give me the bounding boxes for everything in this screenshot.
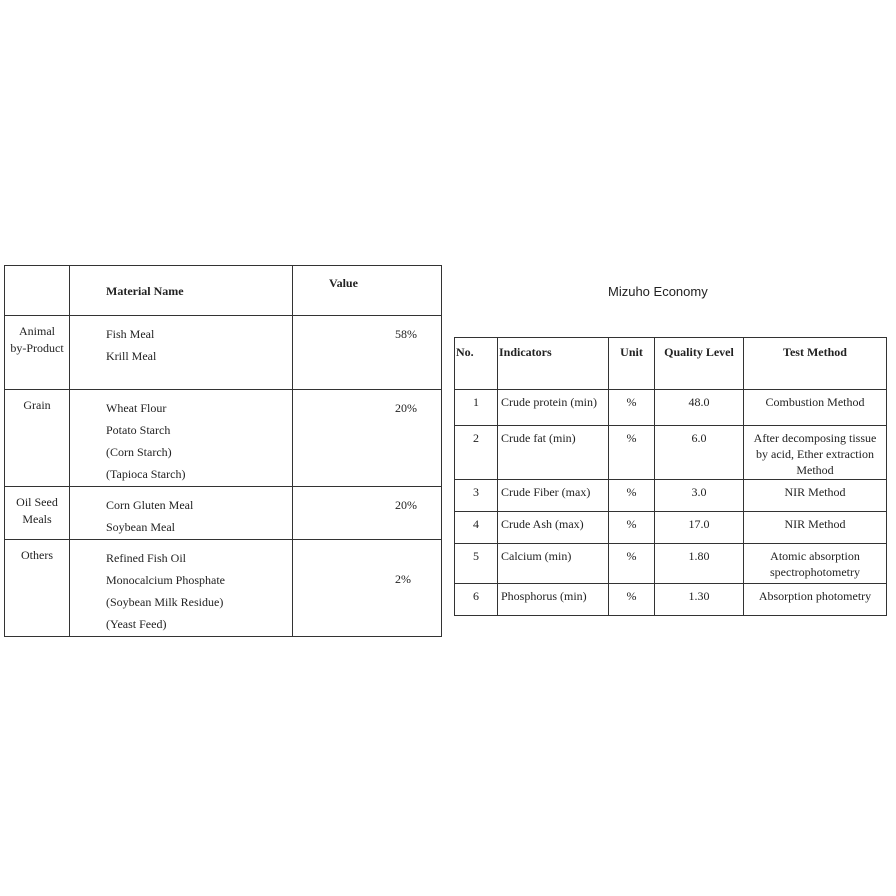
value-header: Value (293, 266, 442, 316)
material-item: Krill Meal (106, 349, 157, 363)
indicator-row (455, 544, 887, 584)
composition-row (5, 540, 442, 637)
indicator-name: Crude fat (min) (498, 426, 609, 480)
material-item: Fish Meal (106, 327, 155, 341)
no-header: No. (455, 338, 498, 390)
company-name: Mizuho Economy (608, 284, 708, 299)
indicator-row (455, 480, 887, 512)
quality-value: 3.0 (655, 480, 744, 512)
category-text: Oil Seed (16, 495, 58, 509)
material-cell (70, 316, 293, 390)
unit-value: % (609, 480, 655, 512)
material-name-header: Material Name (70, 266, 293, 316)
composition-row (5, 316, 442, 390)
row-number: 3 (455, 480, 498, 512)
unit-value: % (609, 544, 655, 584)
material-item: (Yeast Feed) (106, 617, 167, 631)
quality-level-header: Quality Level (655, 338, 744, 390)
row-number: 2 (455, 426, 498, 480)
composition-table (4, 265, 442, 637)
indicator-row (455, 584, 887, 616)
composition-row (5, 390, 442, 487)
test-method-header: Test Method (744, 338, 887, 390)
unit-value: % (609, 390, 655, 426)
test-method: NIR Method (744, 512, 887, 544)
composition-header-row (5, 266, 442, 316)
indicator-row (455, 426, 887, 480)
category-cell (5, 316, 70, 390)
unit-value: % (609, 584, 655, 616)
category-cell (5, 390, 70, 487)
row-number: 4 (455, 512, 498, 544)
quality-value: 48.0 (655, 390, 744, 426)
material-item: Wheat Flour (106, 401, 167, 415)
material-cell (70, 390, 293, 487)
quality-value: 1.80 (655, 544, 744, 584)
row-number: 6 (455, 584, 498, 616)
indicators-header-row (455, 338, 887, 390)
material-item: Soybean Meal (106, 520, 175, 534)
value-cell: 20% (293, 487, 442, 540)
indicator-name: Phosphorus (min) (498, 584, 609, 616)
indicator-name: Crude Fiber (max) (498, 480, 609, 512)
material-item: Monocalcium Phosphate (106, 573, 225, 587)
row-number: 1 (455, 390, 498, 426)
material-cell (70, 487, 293, 540)
value-cell: 58% (293, 316, 442, 390)
material-item: (Corn Starch) (106, 445, 172, 459)
unit-value: % (609, 512, 655, 544)
category-text: by-Product (10, 341, 64, 355)
category-text: Meals (22, 512, 52, 526)
value-cell: 2% (293, 540, 442, 637)
test-method: Combustion Method (744, 390, 887, 426)
material-cell (70, 540, 293, 637)
value-cell: 20% (293, 390, 442, 487)
indicators-table (454, 337, 887, 616)
category-text: Animal (19, 324, 55, 338)
indicator-name: Crude Ash (max) (498, 512, 609, 544)
indicator-name: Calcium (min) (498, 544, 609, 584)
test-method: After decomposing tissue by acid, Ether extraction Method (744, 426, 887, 480)
category-text: Grain (23, 398, 51, 412)
category-cell (5, 540, 70, 637)
indicator-row (455, 512, 887, 544)
quality-value: 6.0 (655, 426, 744, 480)
quality-value: 17.0 (655, 512, 744, 544)
indicator-name: Crude protein (min) (498, 390, 609, 426)
category-text: Others (21, 548, 53, 562)
category-cell (5, 487, 70, 540)
indicator-row (455, 390, 887, 426)
material-item: (Soybean Milk Residue) (106, 595, 224, 609)
test-method: Atomic absorption spectrophotometry (744, 544, 887, 584)
unit-value: % (609, 426, 655, 480)
category-header (5, 266, 70, 316)
indicators-header: Indicators (498, 338, 609, 390)
composition-row (5, 487, 442, 540)
material-item: Refined Fish Oil (106, 551, 186, 565)
unit-header: Unit (609, 338, 655, 390)
material-item: (Tapioca Starch) (106, 467, 186, 481)
test-method: Absorption photometry (744, 584, 887, 616)
material-item: Corn Gluten Meal (106, 498, 194, 512)
quality-value: 1.30 (655, 584, 744, 616)
test-method: NIR Method (744, 480, 887, 512)
row-number: 5 (455, 544, 498, 584)
material-item: Potato Starch (106, 423, 171, 437)
